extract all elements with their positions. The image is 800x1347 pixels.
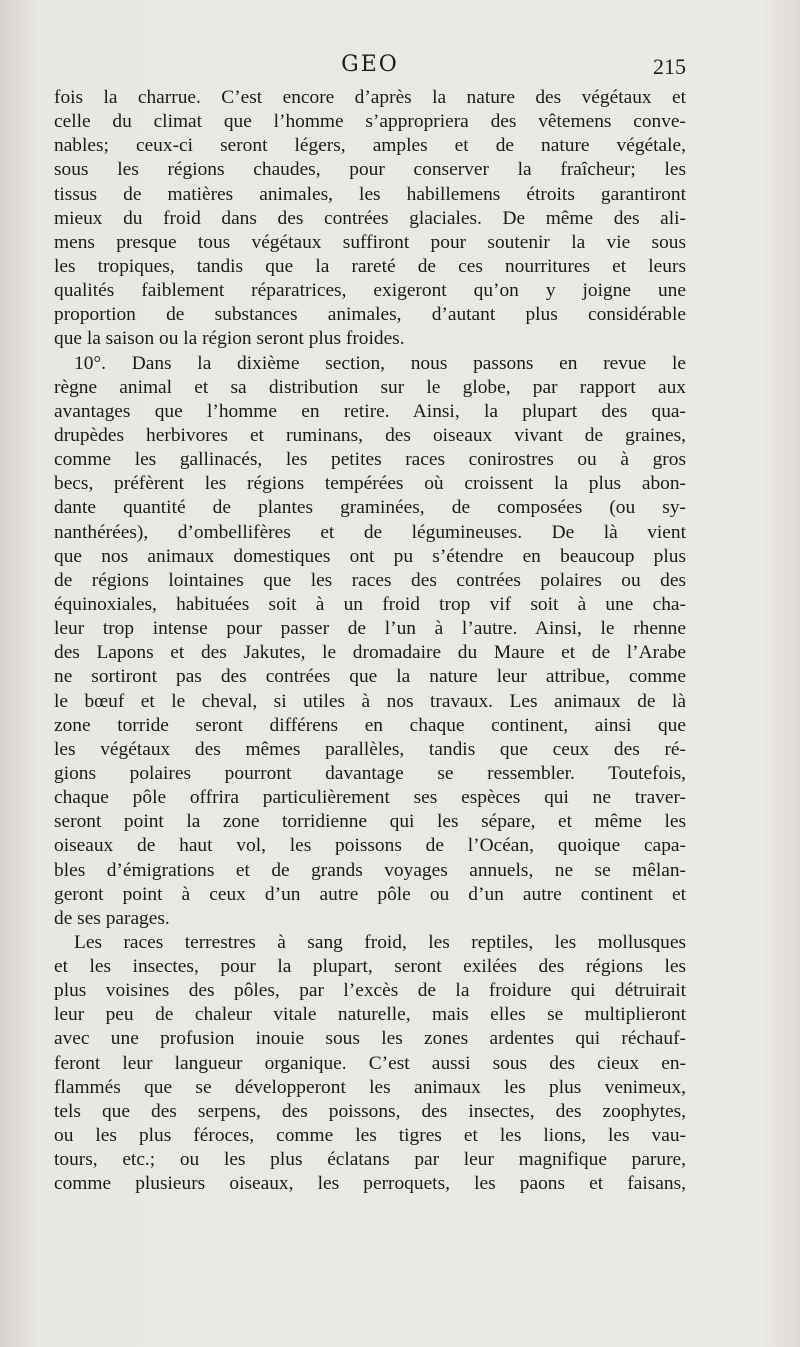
text-line: règne animal et sa distribution sur le globe, par rapport aux <box>54 376 686 398</box>
text-line: tels que des serpens, des poissons, des insectes, des zoophytes, <box>54 1100 686 1122</box>
page-header <box>54 52 686 86</box>
text-line: 10°. Dans la dixième section, nous passons en revue le <box>74 352 686 374</box>
text-line: tours, etc.; ou les plus éclatans par leur magnifique parure, <box>54 1149 686 1171</box>
text-line: comme plusieurs oiseaux, les perroquets, les paons et faisans, <box>54 1173 686 1195</box>
text-line: leur peu de chaleur vitale naturelle, mais elles se multiplieront <box>54 1004 686 1026</box>
text-line: leur trop intense pour passer de l’un à l’autre. Ainsi, le rhenne <box>54 618 686 640</box>
text-line: flammés que se développeront les animaux les plus venimeux, <box>54 1076 686 1098</box>
text-line: mieux du froid dans des contrées glaciales. De même des ali- <box>54 207 686 229</box>
text-line: nanthérées), d’ombellifères et de légumineuses. De là vient <box>54 521 686 543</box>
text-line: comme les gallinacés, les petites races conirostres ou à gros <box>54 449 686 471</box>
text-line: équinoxiales, habituées soit à un froid trop vif soit à une cha- <box>54 593 686 615</box>
text-line: des Lapons et des Jakutes, le dromadaire du Maure et de l’Arabe <box>54 642 686 664</box>
body-text <box>54 86 686 1196</box>
text-line: les tropiques, tandis que la rareté de ces nourritures et leurs <box>54 255 686 277</box>
text-line: le bœuf et le cheval, si utiles à nos travaux. Les animaux de là <box>54 690 686 712</box>
text-line: sous les régions chaudes, pour conserver la fraîcheur; les <box>54 159 686 181</box>
text-line: de régions lointaines que les races des contrées polaires ou des <box>54 569 686 591</box>
text-line: chaque pôle offrira particulièrement ses espèces qui ne traver- <box>54 787 686 809</box>
text-line: avec une profusion inouie sous les zones ardentes qui réchauf- <box>54 1028 686 1050</box>
text-line: oiseaux de haut vol, les poissons de l’Océan, quoique capa- <box>54 835 686 857</box>
text-line: et les insectes, pour la plupart, seront exilées des régions les <box>54 956 686 978</box>
text-line: Les races terrestres à sang froid, les reptiles, les mollusques <box>74 931 686 953</box>
text-line: ou les plus féroces, comme les tigres et les lions, les vau- <box>54 1125 686 1147</box>
text-line: proportion de substances animales, d’autant plus considérable <box>54 304 686 326</box>
text-line: tissus de matières animales, les habillemens étroits garantiront <box>54 183 686 205</box>
page-number: 215 <box>653 54 686 79</box>
text-line: bles d’émigrations et de grands voyages annuels, ne se mêlan- <box>54 859 686 881</box>
text-line: nables; ceux-ci seront légers, amples et de nature végétale, <box>54 135 686 157</box>
text-line: que nos animaux domestiques ont pu s’étendre en beaucoup plus <box>54 545 686 567</box>
text-line: zone torride seront différens en chaque continent, ainsi que <box>54 714 686 736</box>
text-line: les végétaux des mêmes parallèles, tandis que ceux des ré- <box>54 738 686 760</box>
text-line: dante quantité de plantes graminées, de composées (ou sy- <box>54 497 686 519</box>
text-line: plus voisines des pôles, par l’excès de la froidure qui détruirait <box>54 980 686 1002</box>
text-line: feront leur langueur organique. C’est aussi sous des cieux en- <box>54 1052 686 1074</box>
text-line: gions polaires pourront davantage se ressembler. Toutefois, <box>54 762 686 784</box>
text-line: fois la charrue. C’est encore d’après la nature des végétaux et <box>54 87 686 108</box>
text-line: geront point à ceux d’un autre pôle ou d’un autre continent et <box>54 883 686 905</box>
text-line: becs, préfèrent les régions tempérées où croissent la plus abon- <box>54 473 686 495</box>
text-line: celle du climat que l’homme s’appropriera des vêtemens conve- <box>54 111 686 133</box>
text-line: de ses parages. <box>54 907 170 929</box>
text-line: seront point la zone torridienne qui les sépare, et même les <box>54 811 686 833</box>
text-line: mens presque tous végétaux suffiront pour soutenir la vie sous <box>54 231 686 253</box>
text-line: drupèdes herbivores et ruminans, des oiseaux vivant de graines, <box>54 424 686 446</box>
text-line: qualités faiblement réparatrices, exigeront qu’on y joigne une <box>54 280 686 302</box>
text-line: ne sortiront pas des contrées que la nature leur attribue, comme <box>54 666 686 688</box>
text-line: avantages que l’homme en retire. Ainsi, la plupart des qua- <box>54 400 686 422</box>
running-head: GEO <box>341 52 399 77</box>
text-line: que la saison ou la région seront plus froides. <box>54 328 405 350</box>
